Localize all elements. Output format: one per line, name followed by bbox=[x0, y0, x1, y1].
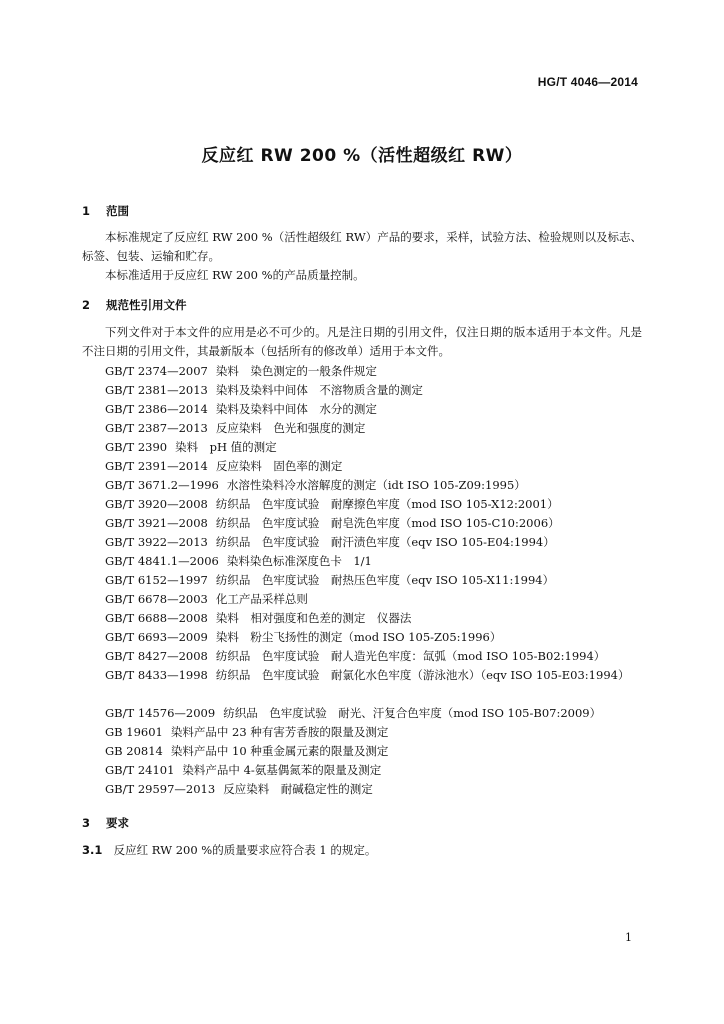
reference-code: GB/T 2381—2013 bbox=[105, 383, 208, 397]
reference-code: GB/T 6152—1997 bbox=[105, 573, 208, 587]
section-number: 2 bbox=[82, 298, 91, 312]
section-1-heading bbox=[82, 203, 129, 219]
section-number: 1 bbox=[82, 204, 91, 218]
reference-code: GB/T 2390 bbox=[105, 440, 168, 454]
reference-name: 染料 相对强度和色差的测定 仪器法 bbox=[215, 611, 412, 625]
reference-name: 染料及染料中间体 不溶物质含量的测定 bbox=[215, 383, 423, 397]
reference-item bbox=[82, 457, 642, 476]
reference-name: 纺织品 色牢度试验 耐摩擦色牢度（mod ISO 105-X12:2001） bbox=[215, 497, 559, 511]
clause-number: 3.1 bbox=[82, 843, 103, 857]
section-title: 规范性引用文件 bbox=[106, 298, 187, 312]
reference-name: 染料 染色测定的一般条件规定 bbox=[215, 364, 377, 378]
reference-name: 反应染料 固色率的测定 bbox=[215, 459, 343, 473]
reference-code: GB/T 3921—2008 bbox=[105, 516, 208, 530]
reference-name: 染料产品中 4-氨基偶氮苯的限量及测定 bbox=[182, 763, 382, 777]
section-3-heading bbox=[82, 815, 129, 831]
reference-item bbox=[82, 704, 642, 723]
reference-item bbox=[82, 571, 642, 590]
reference-item bbox=[82, 419, 642, 438]
reference-code: GB/T 2386—2014 bbox=[105, 402, 208, 416]
reference-code: GB/T 2391—2014 bbox=[105, 459, 208, 473]
references-intro: 下列文件对于本文件的应用是必不可少的。凡是注日期的引用文件，仅注日期的版本适用于本文件。凡是不注日期的引用文件，其最新版本（包括所有的修改单）适用于本文件。 bbox=[82, 325, 642, 358]
reference-name: 纺织品 色牢度试验 耐皂洗色牢度（mod ISO 105-C10:2006） bbox=[215, 516, 560, 530]
reference-item bbox=[82, 590, 642, 609]
reference-code: GB 19601 bbox=[105, 725, 163, 739]
reference-name: 化工产品采样总则 bbox=[215, 592, 308, 606]
reference-item bbox=[82, 628, 642, 647]
reference-item bbox=[82, 533, 642, 552]
reference-code: GB 20814 bbox=[105, 744, 163, 758]
reference-name: 反应染料 色光和强度的测定 bbox=[215, 421, 366, 435]
reference-code: GB/T 4841.1—2006 bbox=[105, 554, 219, 568]
reference-name: 染料 pH 值的测定 bbox=[175, 440, 277, 454]
reference-item bbox=[82, 495, 642, 514]
section-2-heading bbox=[82, 297, 187, 313]
clause-text: 反应红 RW 200 %的质量要求应符合表 1 的规定。 bbox=[113, 843, 377, 857]
reference-name: 染料及染料中间体 水分的测定 bbox=[215, 402, 377, 416]
reference-name: 反应染料 耐碱稳定性的测定 bbox=[223, 782, 373, 796]
reference-code: GB/T 8427—2008 bbox=[105, 649, 208, 663]
reference-code: GB/T 2387—2013 bbox=[105, 421, 208, 435]
reference-code: GB/T 24101 bbox=[105, 763, 175, 777]
reference-code: GB/T 2374—2007 bbox=[105, 364, 208, 378]
reference-item bbox=[82, 609, 642, 628]
page-number: 1 bbox=[625, 931, 632, 944]
reference-item bbox=[82, 552, 642, 571]
reference-item bbox=[82, 362, 642, 381]
reference-code: GB/T 29597—2013 bbox=[105, 782, 216, 796]
reference-code: GB/T 3671.2—1996 bbox=[105, 478, 219, 492]
reference-item bbox=[82, 742, 642, 761]
reference-item bbox=[82, 514, 642, 533]
reference-item bbox=[82, 647, 642, 666]
reference-item bbox=[82, 438, 642, 457]
reference-list bbox=[82, 362, 642, 799]
reference-item bbox=[82, 780, 642, 799]
scope-paragraph-2: 本标准适用于反应红 RW 200 %的产品质量控制。 bbox=[105, 268, 365, 282]
reference-item bbox=[82, 666, 642, 704]
clause-3-1 bbox=[82, 842, 376, 858]
reference-name: 纺织品 色牢度试验 耐热压色牢度（eqv ISO 105-X11:1994） bbox=[215, 573, 555, 587]
reference-code: GB/T 6693—2009 bbox=[105, 630, 208, 644]
reference-item bbox=[82, 476, 642, 495]
scope-paragraph-1: 本标准规定了反应红 RW 200 %（活性超级红 RW）产品的要求，采样，试验方法、检验规则以及标志、标签、包装、运输和贮存。 bbox=[82, 230, 642, 263]
reference-code: GB/T 3922—2013 bbox=[105, 535, 208, 549]
section-number: 3 bbox=[82, 816, 91, 830]
reference-name: 纺织品 色牢度试验 耐光、汗复合色牢度（mod ISO 105-B07:2009） bbox=[223, 706, 602, 720]
reference-name: 染料产品中 10 种重金属元素的限量及测定 bbox=[170, 744, 389, 758]
section-title: 范围 bbox=[106, 204, 130, 218]
reference-item bbox=[82, 400, 642, 419]
reference-code: GB/T 6688—2008 bbox=[105, 611, 208, 625]
reference-name: 纺织品 色牢度试验 耐人造光色牢度：氙弧（mod ISO 105-B02:1994） bbox=[215, 649, 606, 663]
document-code: HG/T 4046—2014 bbox=[537, 75, 638, 89]
reference-code: GB/T 3920—2008 bbox=[105, 497, 208, 511]
reference-name: 水溶性染料冷水溶解度的测定（idt ISO 105-Z09:1995） bbox=[226, 478, 526, 492]
reference-item bbox=[82, 381, 642, 400]
reference-code: GB/T 6678—2003 bbox=[105, 592, 208, 606]
reference-name: 染料 粉尘飞扬性的测定（mod ISO 105-Z05:1996） bbox=[215, 630, 502, 644]
document-title: 反应红 RW 200 %（活性超级红 RW） bbox=[201, 146, 523, 166]
reference-name: 纺织品 色牢度试验 耐汗渍色牢度（eqv ISO 105-E04:1994） bbox=[215, 535, 555, 549]
reference-name: 纺织品 色牢度试验 耐氯化水色牢度（游泳池水）（eqv ISO 105-E03:1994） bbox=[215, 668, 630, 682]
reference-code: GB/T 8433—1998 bbox=[105, 668, 208, 682]
reference-name: 染料产品中 23 种有害芳香胺的限量及测定 bbox=[170, 725, 389, 739]
reference-item bbox=[82, 761, 642, 780]
reference-code: GB/T 14576—2009 bbox=[105, 706, 216, 720]
reference-name: 染料染色标准深度色卡 1/1 bbox=[226, 554, 372, 568]
reference-item bbox=[82, 723, 642, 742]
section-title: 要求 bbox=[106, 816, 130, 830]
